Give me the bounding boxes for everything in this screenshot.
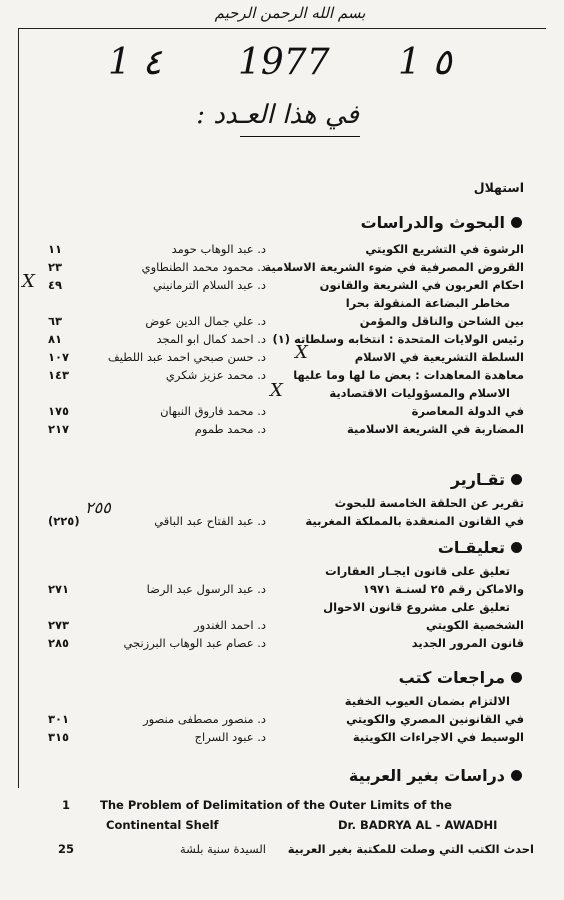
section-title: مراجعات كتب <box>398 668 505 687</box>
handwritten-number: 1 ٤ <box>108 42 162 83</box>
toc-entry <box>20 278 524 294</box>
entry-title: الشخصية الكويتي <box>425 618 524 632</box>
entry-author: د. محمود محمد الطنطاوي <box>141 260 266 274</box>
bullet-icon <box>511 217 522 228</box>
toc-entry <box>20 314 524 330</box>
frame-top-line <box>18 28 546 29</box>
section-heading-book-reviews <box>399 668 522 687</box>
entry-author: د. عصام عبد الوهاب البرزنجي <box>123 636 266 650</box>
toc-entry <box>20 712 524 728</box>
bullet-icon <box>511 474 522 485</box>
entry-page: ١٧٥ <box>48 404 70 418</box>
footer-entry <box>20 842 534 858</box>
entry-page: ١٤٣ <box>48 368 70 382</box>
handwritten-year: 1977 <box>238 42 330 83</box>
entry-title: معاهدة المعاهدات : بعض ما لها وما عليها <box>293 368 524 382</box>
toc-entry <box>20 636 524 652</box>
section-heading-reports <box>451 470 522 489</box>
entry-page: ٢٨٥ <box>48 636 70 650</box>
bullet-icon <box>511 770 522 781</box>
entry-page: ١٠٧ <box>48 350 70 364</box>
intro-heading: استهلال <box>473 180 524 195</box>
entry-title: القروض المصرفية في ضوء الشريعة الاسلامية <box>264 260 524 274</box>
english-entry-title-line1: The Problem of Delimitation of the Outer Limits of the <box>100 798 452 812</box>
entry-page: ٣٠١ <box>48 712 70 726</box>
entry-title: احدث الكتب التي وصلت للمكتبة بغير العربية <box>287 842 534 856</box>
handwritten-x-mark: X <box>270 380 283 401</box>
bullet-icon <box>511 542 522 553</box>
entry-author: د. محمد طموم <box>194 422 266 436</box>
toc-entry <box>20 564 524 580</box>
entry-title: الوسيط في الاجراءات الكويتية <box>352 730 524 744</box>
entry-author: د. محمد فاروق النبهان <box>160 404 266 418</box>
toc-entry <box>20 332 524 348</box>
entry-title: بين الشاحن والناقل والمؤمن <box>359 314 524 328</box>
entry-title: تعليق على مشروع قانون الاحوال <box>323 600 510 614</box>
handwritten-x-mark: X <box>295 342 308 363</box>
toc-entry <box>20 422 524 438</box>
entry-page: ٢١٧ <box>48 422 70 436</box>
entry-title: في الدولة المعاصرة <box>411 404 524 418</box>
section-title: البحوث والدراسات <box>360 213 505 232</box>
entry-page: ٢٧٣ <box>48 618 70 632</box>
entry-title: مخاطر البضاعة المنقولة بحرا <box>345 296 510 310</box>
toc-entry <box>20 730 524 746</box>
handwritten-x-mark: X <box>22 271 35 292</box>
entry-title: قانون المرور الجديد <box>411 636 524 650</box>
entry-author: د. حسن صبحي احمد عبد اللطيف <box>107 350 266 364</box>
entry-title: احكام العربون في الشريعة والقانون <box>319 278 524 292</box>
section-title: دراسات بغير العربية <box>348 766 505 785</box>
handwritten-number: 1 ٥ <box>398 42 452 83</box>
english-entry-page: 1 <box>62 798 71 812</box>
entry-title: في القانون المنعقدة بالمملكة المغربية <box>305 514 524 528</box>
toc-entry <box>20 404 524 420</box>
title-underline <box>240 136 360 137</box>
toc-entry <box>20 600 524 616</box>
section-heading-comments <box>438 538 522 557</box>
entry-page: ١١ <box>48 242 63 256</box>
entry-title: السلطة التشريعية في الاسلام <box>354 350 524 364</box>
bullet-icon <box>511 672 522 683</box>
entry-title: الاسلام والمسؤوليات الاقتصادية <box>329 386 510 400</box>
entry-title: الالتزام بضمان العيوب الخفية <box>344 694 510 708</box>
basmala: بسم الله الرحمن الرحيم <box>214 4 366 22</box>
entry-author: د. محمد عزيز شكري <box>165 368 266 382</box>
entry-page: ٤٩ <box>48 278 63 292</box>
entry-title: رئيس الولايات المتحدة : انتخابه وسلطاته (١) <box>272 332 524 346</box>
section-heading-research <box>361 213 522 232</box>
entry-title: والاماكن رقم ٢٥ لسنـة ١٩٧١ <box>362 582 524 596</box>
entry-author: د. منصور مصطفى منصور <box>143 712 266 726</box>
entry-page: ٦٣ <box>48 314 63 328</box>
entry-page: (٢٢٥) <box>48 514 80 528</box>
entry-author: د. علي جمال الدين عوض <box>145 314 266 328</box>
handwritten-page-note: ٢٥٥ <box>85 498 111 517</box>
toc-entry <box>20 296 524 312</box>
entry-title: المضاربة في الشريعة الاسلامية <box>347 422 524 436</box>
toc-entry <box>20 350 524 366</box>
toc-entry <box>20 618 524 634</box>
section-heading-foreign-studies <box>349 766 522 785</box>
entry-page: ٢٣ <box>48 260 63 274</box>
entry-title: تقرير عن الحلقة الخامسة للبحوث <box>334 496 524 510</box>
entry-title: الرشوة في التشريع الكويتي <box>365 242 524 256</box>
section-title: تعليقـات <box>437 538 505 557</box>
frame-left-line <box>18 28 19 788</box>
entry-author: د. عبد الفتاح عبد الباقي <box>154 514 266 528</box>
entry-page: ٨١ <box>48 332 63 346</box>
toc-entry <box>20 260 524 276</box>
entry-author: د. احمد كمال ابو المجد <box>156 332 266 346</box>
entry-author: د. عبد الرسول عبد الرضا <box>146 582 266 596</box>
section-title: تقـارير <box>450 470 505 489</box>
toc-entry <box>20 694 524 710</box>
toc-entry <box>20 242 524 258</box>
english-entry-author: Dr. BADRYA AL - AWADHI <box>338 818 498 832</box>
entry-page: 25 <box>58 842 75 856</box>
entry-author: د. عبود السراج <box>194 730 266 744</box>
entry-title: في القانونين المصري والكويتي <box>346 712 524 726</box>
entry-title: تعليق على قانون ايجـار العقارات <box>325 564 510 578</box>
entry-author: د. احمد الغندور <box>194 618 266 632</box>
entry-page: ٢٧١ <box>48 582 70 596</box>
entry-page: ٣١٥ <box>48 730 70 744</box>
entry-author: د. عبد الوهاب حومد <box>171 242 266 256</box>
handwritten-numbers <box>100 42 480 92</box>
entry-author: السيدة سنية بلشة <box>180 842 266 856</box>
issue-title: في هذا العـدد : <box>196 100 359 130</box>
english-entry-title-line2: Continental Shelf <box>106 818 219 832</box>
toc-entry <box>20 582 524 598</box>
entry-author: د. عبد السلام الترمانيني <box>153 278 266 292</box>
